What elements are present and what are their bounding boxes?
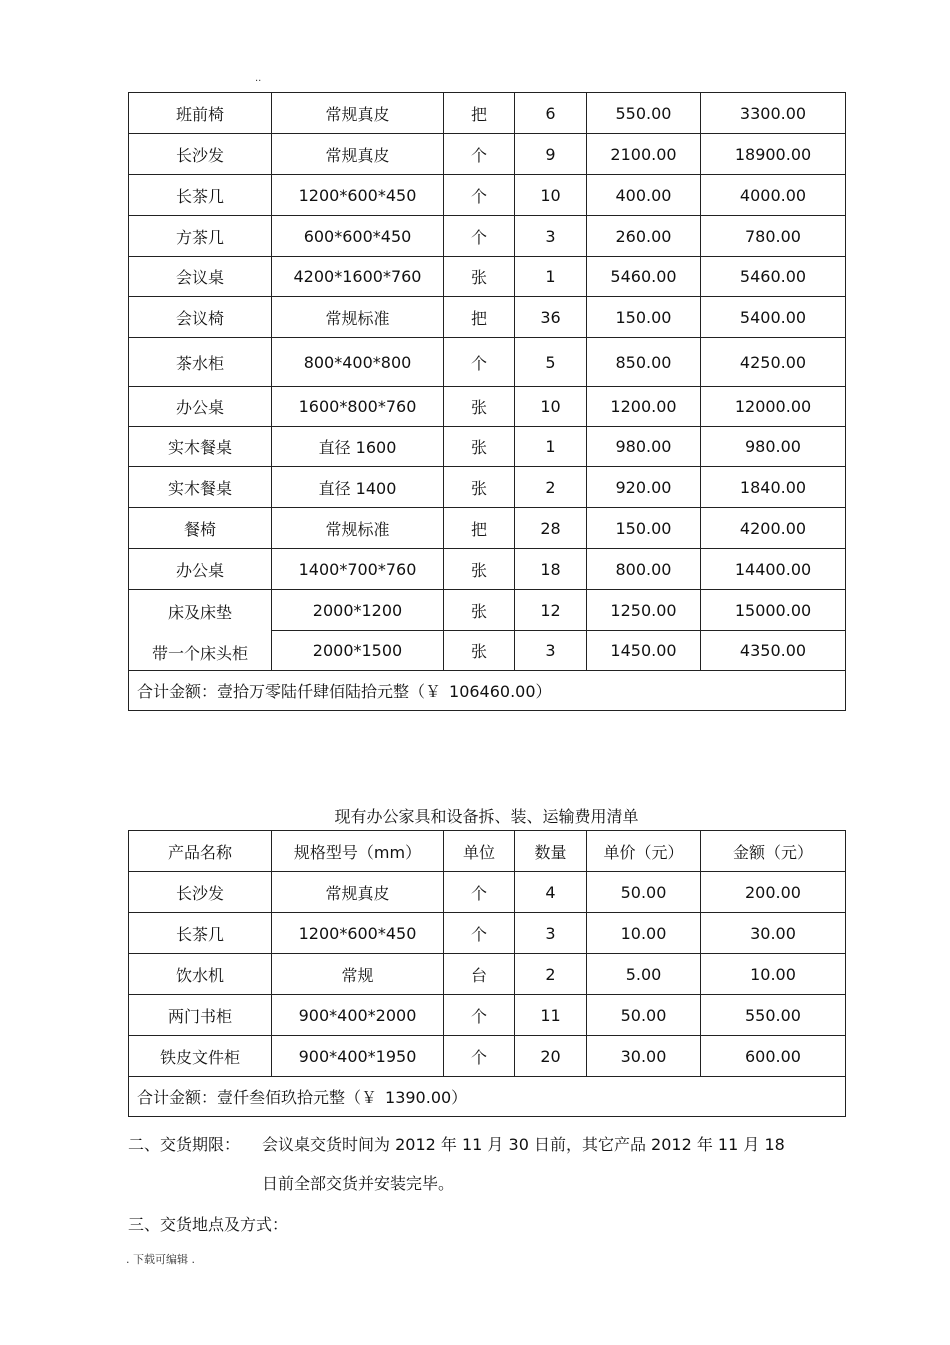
table-cell: 10 [515, 175, 587, 216]
table-cell: 980.00 [701, 427, 846, 467]
table-cell: 4350.00 [701, 631, 846, 671]
table-cell: 把 [444, 508, 515, 549]
table-cell: 常规真皮 [272, 134, 444, 175]
table-cell: 4200.00 [701, 508, 846, 549]
bed-name-cell [129, 590, 272, 671]
total-label: 合计金额：壹仟叁佰玖拾元整（￥ [137, 1088, 378, 1107]
table-cell: 850.00 [587, 338, 701, 387]
footer-note: . 下载可编辑 . [126, 1253, 195, 1266]
table-cell: 1200*600*450 [272, 175, 444, 216]
moving-cost-table-body [129, 831, 846, 1117]
table-cell: 个 [444, 1036, 515, 1077]
table-cell: 3 [515, 631, 587, 671]
table-title: 现有办公家具和设备拆、装、运输费用清单 [334, 807, 639, 826]
table-row [129, 257, 846, 297]
table-cell: 550.00 [701, 995, 846, 1036]
table-cell: 个 [444, 134, 515, 175]
table-cell: 150.00 [587, 508, 701, 549]
table-cell: 长茶几 [129, 175, 272, 216]
table-cell: 实木餐桌 [129, 467, 272, 508]
table-cell: 张 [444, 467, 515, 508]
table-cell: 办公桌 [129, 549, 272, 590]
table-cell: 10.00 [587, 913, 701, 954]
header-cell: 规格型号（mm） [272, 831, 444, 872]
table-cell: 直径 1600 [272, 427, 444, 467]
table-cell: 11 [515, 995, 587, 1036]
table-cell: 200.00 [701, 872, 846, 913]
table-cell: 5.00 [587, 954, 701, 995]
table-cell: 2 [515, 467, 587, 508]
table-cell: 600.00 [701, 1036, 846, 1077]
table-cell: 1450.00 [587, 631, 701, 671]
table-cell: 餐椅 [129, 508, 272, 549]
table-cell: 20 [515, 1036, 587, 1077]
table-cell: 常规真皮 [272, 93, 444, 134]
table-cell: 个 [444, 872, 515, 913]
table-cell: 900*400*2000 [272, 995, 444, 1036]
table-row [129, 387, 846, 427]
table-cell: 4250.00 [701, 338, 846, 387]
header-cell: 产品名称 [129, 831, 272, 872]
table-cell: 18900.00 [701, 134, 846, 175]
table-cell: 把 [444, 93, 515, 134]
section2-text-line1: 会议桌交货时间为 2012 年 11 月 30 日前，其它产品 2012 年 11 月 18 [262, 1135, 785, 1154]
table-cell: 茶水柜 [129, 338, 272, 387]
total-cell [129, 671, 846, 711]
table-cell: 550.00 [587, 93, 701, 134]
table-cell: 实木餐桌 [129, 427, 272, 467]
table-row [129, 954, 846, 995]
table-cell: 班前椅 [129, 93, 272, 134]
total-cell [129, 1077, 846, 1117]
table-cell: 会议桌 [129, 257, 272, 297]
header-cell: 数量 [515, 831, 587, 872]
table-cell: 1400*700*760 [272, 549, 444, 590]
table-cell: 1250.00 [587, 590, 701, 631]
table-cell: 3 [515, 216, 587, 257]
table-cell: 150.00 [587, 297, 701, 338]
table-row [129, 175, 846, 216]
table-cell: 1840.00 [701, 467, 846, 508]
table-cell: 两门书柜 [129, 995, 272, 1036]
table-row [129, 93, 846, 134]
table-cell: 9 [515, 134, 587, 175]
table-cell: 28 [515, 508, 587, 549]
table-cell: 1200.00 [587, 387, 701, 427]
price-table [128, 92, 846, 711]
table-cell: 6 [515, 93, 587, 134]
table-row [129, 549, 846, 590]
table-cell: 常规真皮 [272, 872, 444, 913]
table-cell: 800*400*800 [272, 338, 444, 387]
table-cell: 10.00 [701, 954, 846, 995]
table-cell: 3300.00 [701, 93, 846, 134]
total-row [129, 1077, 846, 1117]
table-cell: 直径 1400 [272, 467, 444, 508]
table-cell: 5460.00 [587, 257, 701, 297]
table-cell: 张 [444, 549, 515, 590]
table-cell: 2000*1500 [272, 631, 444, 671]
table-cell: 3 [515, 913, 587, 954]
table-cell: 12 [515, 590, 587, 631]
table-cell: 把 [444, 297, 515, 338]
table-cell: 980.00 [587, 427, 701, 467]
table-cell: 常规标准 [272, 508, 444, 549]
table-row [129, 995, 846, 1036]
table-cell: 饮水机 [129, 954, 272, 995]
table-row [129, 1036, 846, 1077]
table-cell: 920.00 [587, 467, 701, 508]
table-cell: 长沙发 [129, 134, 272, 175]
table-cell: 个 [444, 995, 515, 1036]
table-row [129, 427, 846, 467]
total-amount: 106460.00） [449, 682, 552, 701]
bed-name-line1: 床及床垫 [167, 603, 232, 622]
table-cell: 780.00 [701, 216, 846, 257]
table-cell: 50.00 [587, 995, 701, 1036]
moving-cost-table [128, 830, 846, 1117]
table-cell: 办公桌 [129, 387, 272, 427]
table-cell: 个 [444, 338, 515, 387]
table-row [129, 913, 846, 954]
total-label: 合计金额：壹拾万零陆仟肆佰陆拾元整（￥ [137, 682, 442, 701]
table-cell: 400.00 [587, 175, 701, 216]
header-cell: 单位 [444, 831, 515, 872]
table-cell: 5400.00 [701, 297, 846, 338]
table-cell: 14400.00 [701, 549, 846, 590]
table-cell: 铁皮文件柜 [129, 1036, 272, 1077]
table-row [129, 338, 846, 387]
table-cell: 30.00 [701, 913, 846, 954]
table-cell: 张 [444, 631, 515, 671]
table-cell: 2100.00 [587, 134, 701, 175]
section2-text-line2: 日前全部交货并安装完毕。 [262, 1174, 455, 1193]
table-cell: 张 [444, 387, 515, 427]
table-row [129, 297, 846, 338]
table-cell: 长茶几 [129, 913, 272, 954]
price-table-body [129, 93, 846, 711]
table-cell: 10 [515, 387, 587, 427]
table-cell: 2 [515, 954, 587, 995]
table-row [129, 216, 846, 257]
table-row [129, 590, 846, 631]
table-cell: 张 [444, 590, 515, 631]
section3-label: 三、交货地点及方式： [128, 1215, 289, 1234]
table-cell: 会议椅 [129, 297, 272, 338]
header-cell: 单价（元） [587, 831, 701, 872]
table-cell: 18 [515, 549, 587, 590]
table-cell: 4 [515, 872, 587, 913]
table-cell: 1 [515, 257, 587, 297]
table-cell: 36 [515, 297, 587, 338]
top-mark: .. [255, 73, 262, 84]
table-cell: 600*600*450 [272, 216, 444, 257]
table-cell: 台 [444, 954, 515, 995]
total-amount: 1390.00） [385, 1088, 468, 1107]
table-cell: 张 [444, 427, 515, 467]
table-cell: 15000.00 [701, 590, 846, 631]
table-header-row [129, 831, 846, 872]
table-cell: 方茶几 [129, 216, 272, 257]
header-cell: 金额（元） [701, 831, 846, 872]
table-cell: 900*400*1950 [272, 1036, 444, 1077]
table-cell: 长沙发 [129, 872, 272, 913]
table-cell: 1600*800*760 [272, 387, 444, 427]
table-row [129, 467, 846, 508]
table-cell: 常规 [272, 954, 444, 995]
table-cell: 个 [444, 216, 515, 257]
table-cell: 260.00 [587, 216, 701, 257]
table-cell: 30.00 [587, 1036, 701, 1077]
bed-name-line2: 带一个床头柜 [151, 644, 248, 663]
table-cell: 50.00 [587, 872, 701, 913]
table-row [129, 508, 846, 549]
table-cell: 5 [515, 338, 587, 387]
table-cell: 个 [444, 913, 515, 954]
section2-label: 二、交货期限： [128, 1135, 241, 1154]
table-cell: 5460.00 [701, 257, 846, 297]
table-cell: 1200*600*450 [272, 913, 444, 954]
table-row [129, 134, 846, 175]
table-cell: 常规标准 [272, 297, 444, 338]
total-row [129, 671, 846, 711]
table-row [129, 872, 846, 913]
table-cell: 1 [515, 427, 587, 467]
table-cell: 4200*1600*760 [272, 257, 444, 297]
table-cell: 2000*1200 [272, 590, 444, 631]
table-cell: 800.00 [587, 549, 701, 590]
table-cell: 12000.00 [701, 387, 846, 427]
table-cell: 张 [444, 257, 515, 297]
table-cell: 4000.00 [701, 175, 846, 216]
table-cell: 个 [444, 175, 515, 216]
